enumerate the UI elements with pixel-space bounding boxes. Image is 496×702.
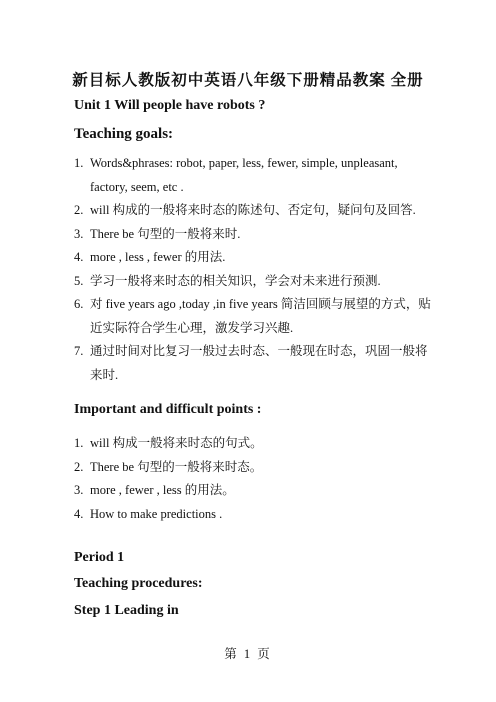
goal-text: more , less , fewer 的用法. <box>90 250 226 264</box>
point-text: How to make predictions . <box>90 506 223 521</box>
period-label: Period 1 <box>74 550 125 565</box>
goal-text: 通过时间对比复习一般过去时态、一般现在时态，巩固一般将来时. <box>90 344 428 382</box>
point-text: There be 句型的一般将来时态。 <box>90 459 263 474</box>
goal-number: 6. <box>74 297 84 311</box>
goal-number: 5. <box>74 273 84 288</box>
goal-item <box>74 340 434 387</box>
procedures-heading: Teaching procedures: <box>74 576 203 591</box>
point-number: 1. <box>74 436 84 450</box>
goal-text: There be 句型的一般将来时. <box>90 226 241 241</box>
goal-text: Words&phrases: robot, paper, less, fewer, simple, unpleasant, factory, seem, etc . <box>90 156 398 194</box>
goal-text: will 构成的一般将来时态的陈述句、否定句，疑问句及回答. <box>90 203 416 217</box>
point-item <box>74 432 434 456</box>
goal-number: 1. <box>74 156 84 170</box>
goal-item <box>74 152 434 199</box>
point-number: 3. <box>74 483 84 497</box>
points-list <box>74 432 434 526</box>
goal-item <box>74 293 434 340</box>
point-number: 4. <box>74 506 84 521</box>
document-title: 新目标人教版初中英语八年级下册精品教案 全册 <box>72 72 424 89</box>
goal-text: 对 five years ago ,today ,in five years 简洁回顾与展望的方式，贴近实际符合学生心理，激发学习兴趣. <box>90 297 431 335</box>
goal-number: 3. <box>74 226 84 241</box>
goal-number: 7. <box>74 344 84 358</box>
goal-text: 学习一般将来时态的相关知识，学会对未来进行预测. <box>90 273 381 288</box>
goal-number: 4. <box>74 250 84 264</box>
point-item <box>74 479 434 503</box>
unit-title: Unit 1 Will people have robots ? <box>74 98 266 113</box>
points-heading: Important and difficult points : <box>74 402 262 417</box>
page-number: 第 1 页 <box>224 647 272 661</box>
goals-heading: Teaching goals: <box>74 126 174 142</box>
point-item <box>74 503 434 527</box>
point-item <box>74 456 434 480</box>
goal-item <box>74 270 434 294</box>
goal-number: 2. <box>74 203 84 217</box>
step-heading: Step 1 Leading in <box>74 603 179 618</box>
goals-list <box>74 152 434 387</box>
point-text: will 构成一般将来时态的句式。 <box>90 436 263 450</box>
point-text: more , fewer , less 的用法。 <box>90 483 235 497</box>
goal-item <box>74 246 434 270</box>
goal-item <box>74 223 434 247</box>
point-number: 2. <box>74 459 84 474</box>
goal-item <box>74 199 434 223</box>
